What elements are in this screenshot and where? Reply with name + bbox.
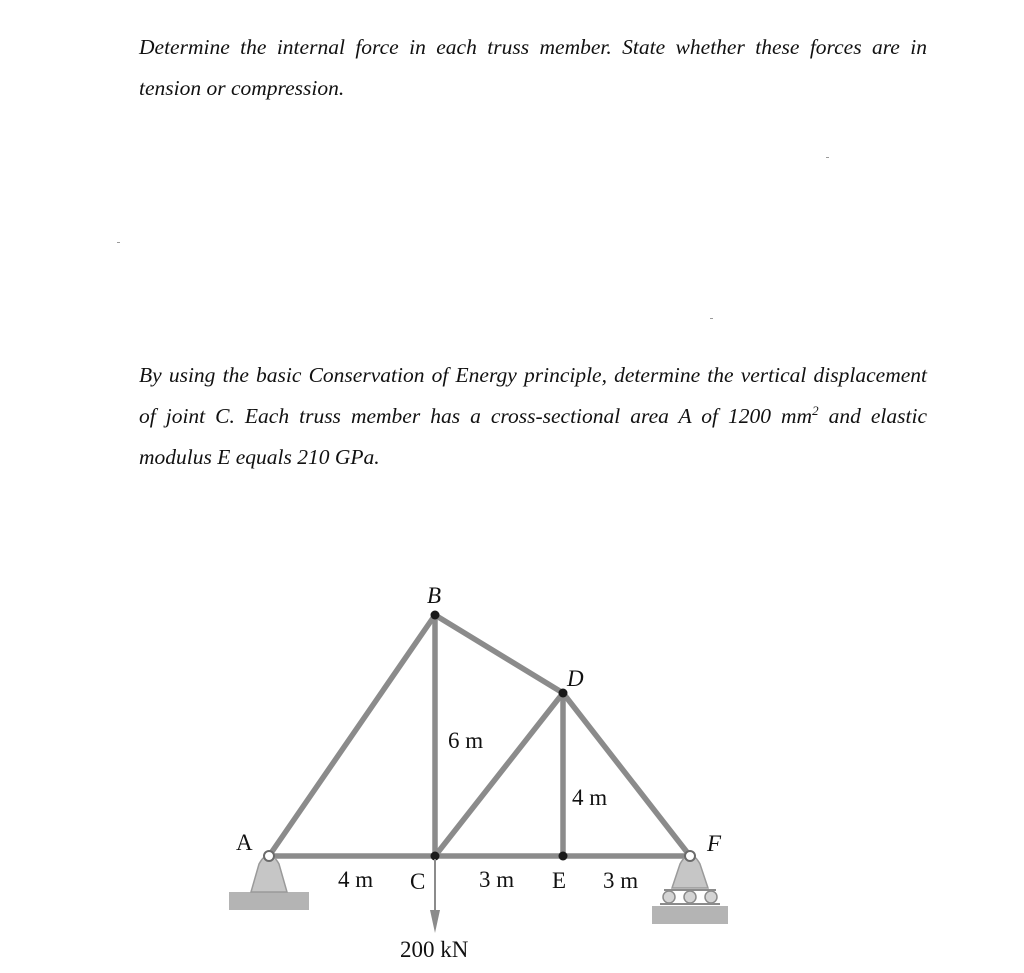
problem-1-statement: Determine the internal force in each truss member. State whether these forces are in tension or compression.: [139, 34, 927, 100]
area-unit-exponent: 2: [812, 402, 819, 418]
load-arrow-head: [430, 910, 440, 933]
area-unit: mm: [781, 403, 813, 428]
dimension-height-de: 4 m: [572, 785, 608, 810]
member-cd: [435, 693, 563, 856]
joint-e: [559, 852, 568, 861]
member-bd: [435, 615, 563, 693]
label-joint-a: A: [236, 830, 253, 855]
roller-wheel: [684, 891, 696, 903]
label-joint-b: B: [427, 583, 442, 608]
ground-pad-f: [652, 906, 728, 924]
dimension-span-ce: 3 m: [479, 867, 515, 892]
pin-a: [264, 851, 274, 861]
dimension-span-ef: 3 m: [603, 868, 639, 893]
problem-2-text-start: By using the basic Conservation of Energy principle, determine the vertical displacement of joint C. Each truss member has a cross-sectional area A of 1200: [139, 362, 927, 428]
roller-wheel: [705, 891, 717, 903]
label-joint-d: D: [567, 666, 584, 691]
dimension-span-ac: 4 m: [338, 867, 374, 892]
member-ab: [269, 615, 435, 856]
label-joint-e: E: [552, 868, 567, 893]
roller-wheel: [663, 891, 675, 903]
ground-pad-a: [229, 892, 309, 910]
label-joint-c: C: [410, 869, 426, 894]
joint-b: [431, 611, 440, 620]
problem-2-text-end: and elastic modulus E equals 210 GPa.: [139, 403, 927, 469]
label-joint-f: F: [707, 831, 722, 856]
member-df: [563, 693, 690, 856]
pin-f: [685, 851, 695, 861]
dimension-height-bc: 6 m: [448, 728, 484, 753]
load-label: 200 kN: [400, 937, 469, 962]
